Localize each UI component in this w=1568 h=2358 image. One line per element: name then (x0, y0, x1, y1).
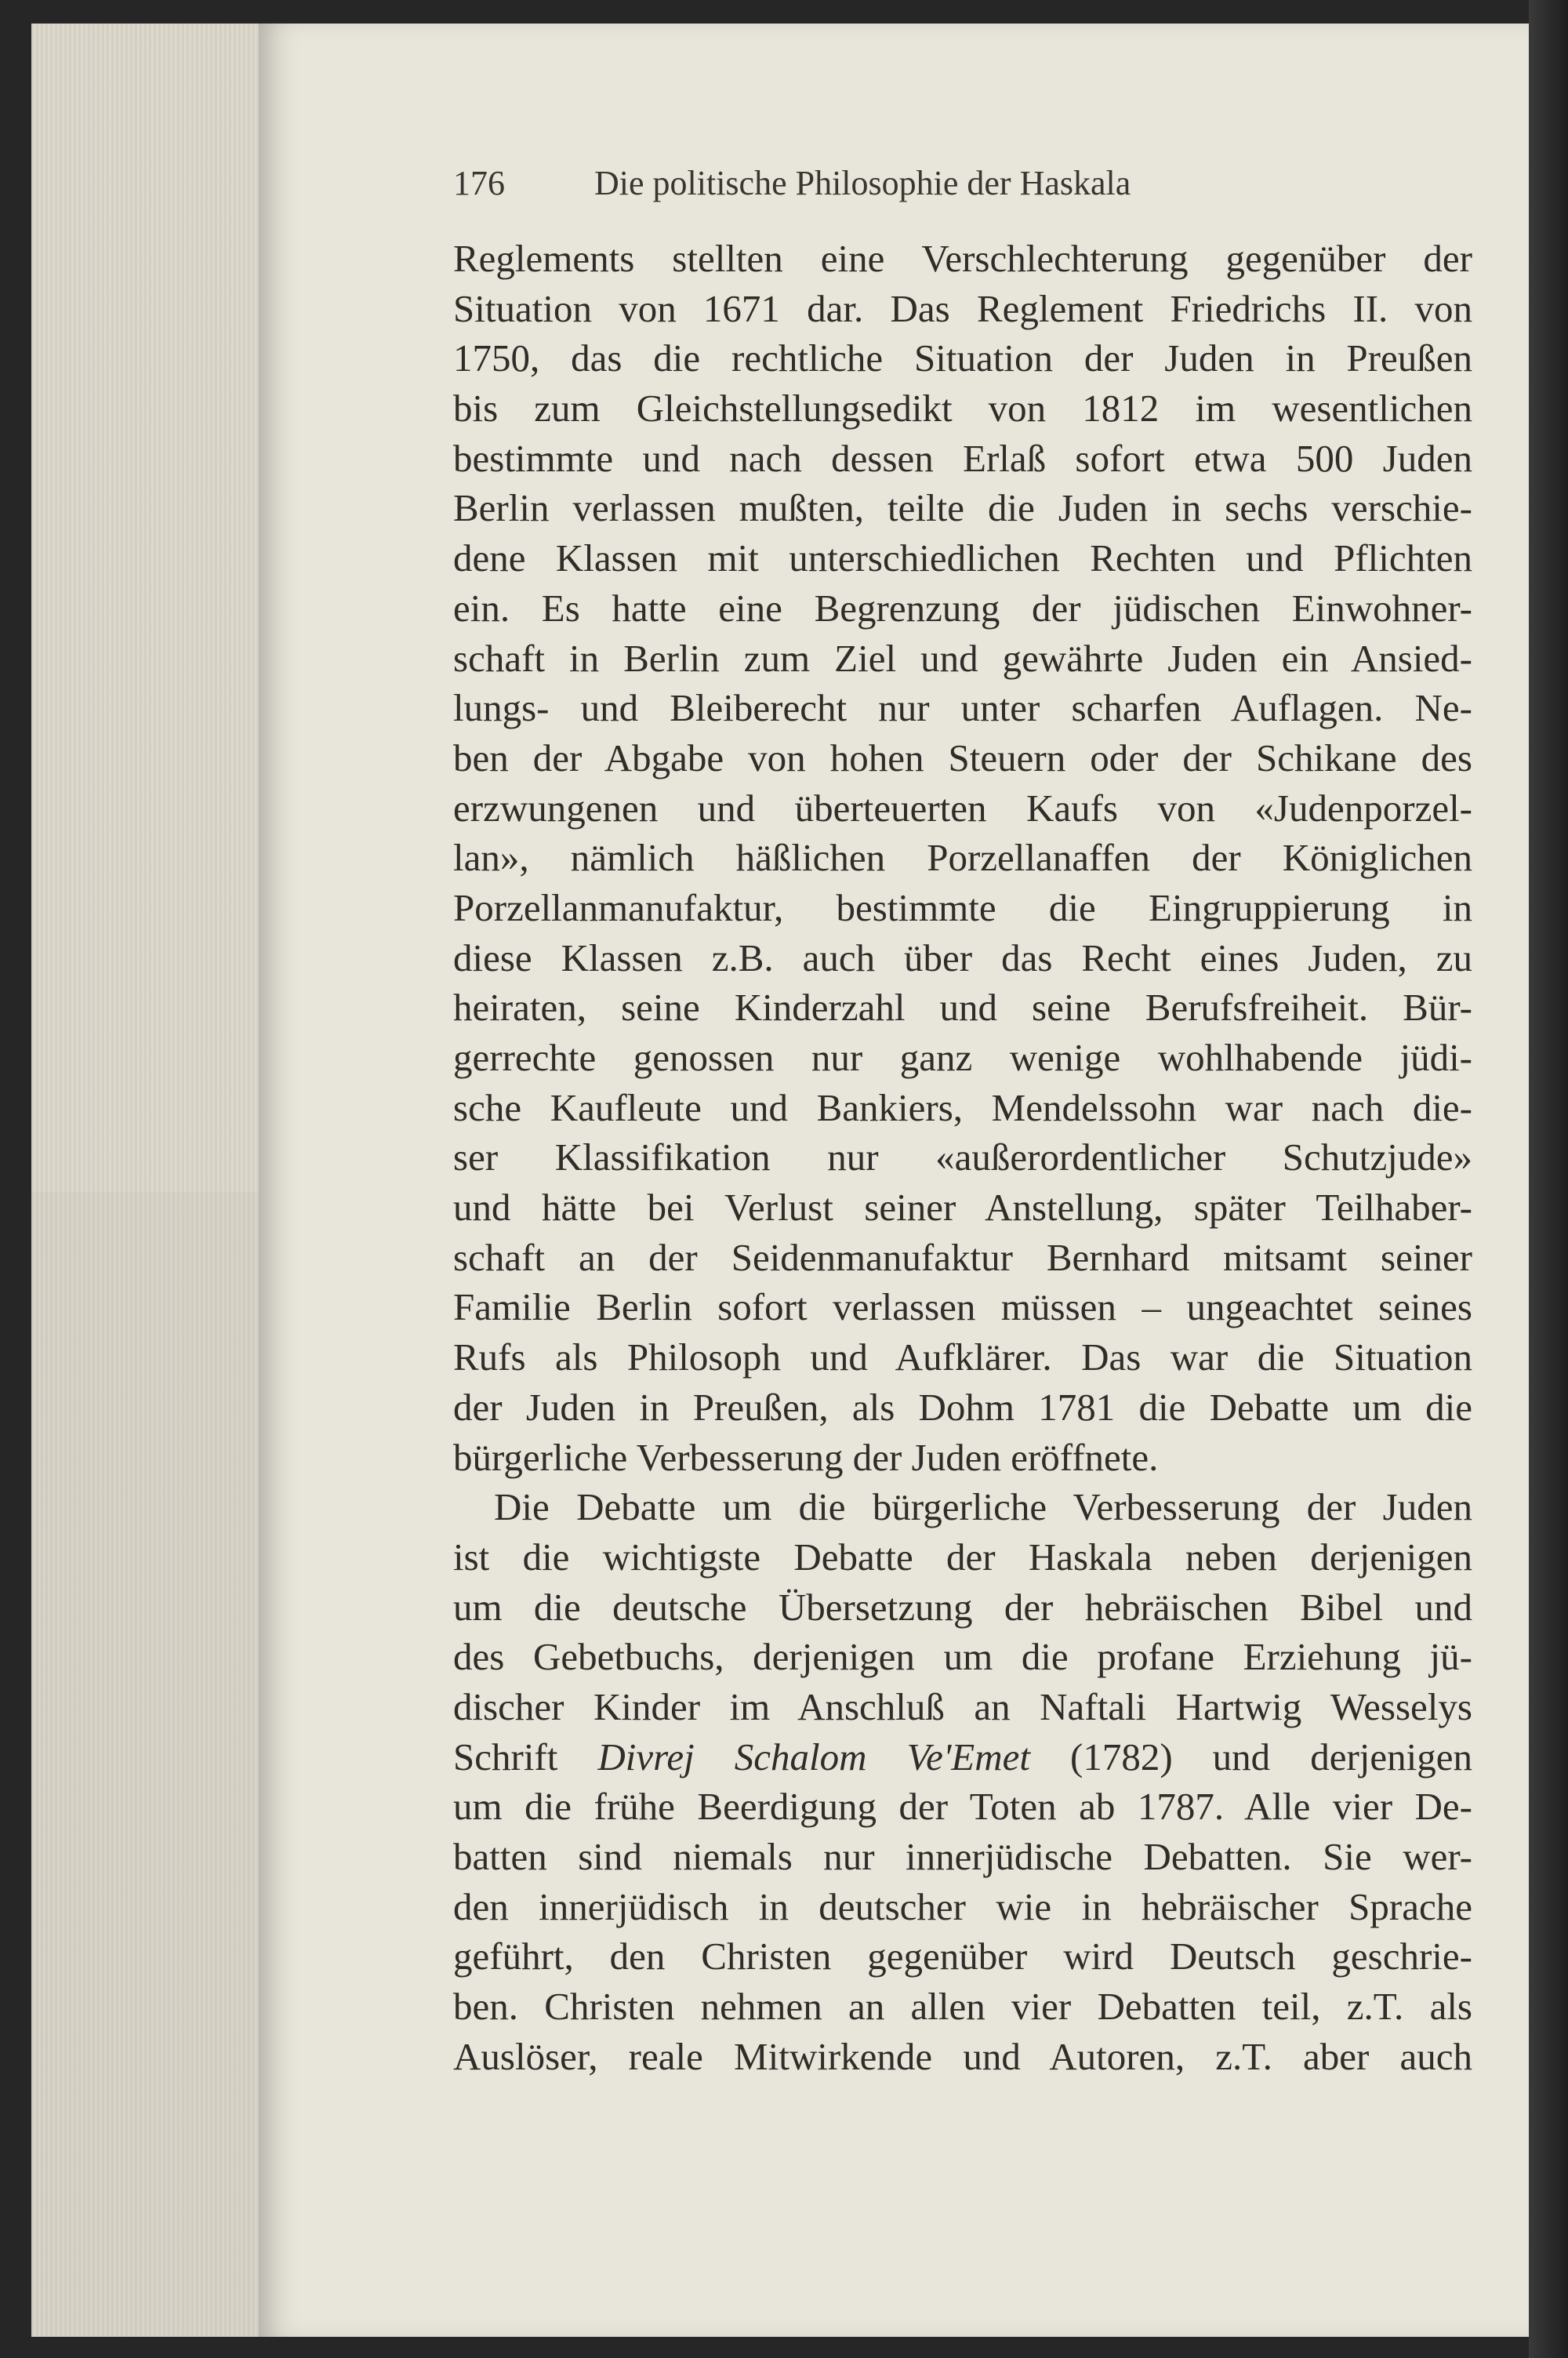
text-line: lungs- und Bleiberecht nur unter scharfen Auflagen. Ne- (453, 686, 1472, 730)
text-line: ein. Es hatte eine Begrenzung der jüdischen Einwohner- (453, 586, 1472, 630)
text-line: der Juden in Preußen, als Dohm 1781 die Debatte um die (453, 1385, 1472, 1429)
text-line: und hätte bei Verlust seiner Anstellung, später Teilhaber- (453, 1186, 1472, 1230)
text-line: Reglements stellten eine Verschlechterung gegenüber der (453, 237, 1472, 280)
paragraph-2 (453, 1482, 1472, 2081)
line-text: (1782) und derjenigen (1070, 1735, 1472, 1778)
text-line: lan», nämlich häßlichen Porzellanaffen der Königlichen (453, 836, 1472, 880)
text-line: bestimmte und nach dessen Erlaß sofort etwa 500 Juden (453, 436, 1472, 480)
book-page-edges-lower (31, 1192, 267, 2337)
text-line: gerrechte genossen nur ganz wenige wohlhabende jüdi- (453, 1036, 1472, 1079)
text-line: batten sind niemals nur innerjüdische Debatten. Sie wer- (453, 1835, 1472, 1878)
running-title: Die politische Philosophie der Haskala (594, 164, 1131, 202)
running-header (453, 163, 1472, 210)
text-line: geführt, den Christen gegenüber wird Deutsch geschrie- (453, 1935, 1472, 1978)
text-line: heiraten, seine Kinderzahl und seine Berufsfreiheit. Bür- (453, 986, 1472, 1030)
text-line: dene Klassen mit unterschiedlichen Rechten und Pflichten (453, 536, 1472, 580)
text-line: ben der Abgabe von hohen Steuern oder der Schikane des (453, 736, 1472, 779)
text-line: ben. Christen nehmen an allen vier Debatten teil, z.T. als (453, 1985, 1472, 2029)
text-line-with-title (453, 1732, 1472, 1782)
text-line: Berlin verlassen mußten, teilte die Juden in sechs verschie- (453, 486, 1472, 530)
text-line: bürgerliche Verbesserung der Juden eröffnete. (453, 1435, 1159, 1479)
text-line: erzwungenen und überteuerten Kaufs von «Judenporzel- (453, 786, 1472, 830)
line-text: Schrift (453, 1735, 558, 1778)
text-line: schaft in Berlin zum Ziel und gewährte Juden ein Ansied- (453, 636, 1472, 680)
text-line: des Gebetbuchs, derjenigen um die profane Erziehung jü- (453, 1635, 1472, 1679)
body-text (453, 234, 1472, 2081)
paragraph-1 (453, 234, 1472, 1482)
text-line: Rufs als Philosoph und Aufklärer. Das war die Situation (453, 1335, 1472, 1379)
text-line: Die Debatte um die bürgerliche Verbesserung der Juden (494, 1485, 1472, 1529)
text-line: ser Klassifikation nur «außerordentlicher Schutzjude» (453, 1135, 1472, 1179)
text-line: sche Kaufleute und Bankiers, Mendelssohn war nach die- (453, 1085, 1472, 1129)
text-line: Porzellanmanufaktur, bestimmte die Eingruppierung in (453, 885, 1472, 929)
text-line: den innerjüdisch in deutscher wie in hebräischer Sprache (453, 1884, 1472, 1928)
book-cover-edge (1529, 0, 1568, 2358)
text-line: ist die wichtigste Debatte der Haskala neben derjenigen (453, 1535, 1472, 1579)
text-line: diese Klassen z.B. auch über das Recht eines Juden, zu (453, 936, 1472, 979)
text-line: um die deutsche Übersetzung der hebräischen Bibel und (453, 1585, 1472, 1629)
text-line: Situation von 1671 dar. Das Reglement Friedrichs II. von (453, 286, 1472, 330)
text-line: 1750, das die rechtliche Situation der Juden in Preußen (453, 336, 1472, 380)
text-line: um die frühe Beerdigung der Toten ab 1787. Alle vier De- (453, 1785, 1472, 1829)
text-line: bis zum Gleichstellungsedikt von 1812 im wesentlichen (453, 387, 1472, 431)
page-number: 176 (453, 164, 505, 202)
text-line: schaft an der Seidenmanufaktur Bernhard mitsamt seiner (453, 1235, 1472, 1279)
text-line: discher Kinder im Anschluß an Naftali Hartwig Wesselys (453, 1684, 1472, 1728)
work-title: Divrej Schalom Ve'Emet (597, 1735, 1030, 1778)
text-line: Auslöser, reale Mitwirkende und Autoren, z.T. aber auch (453, 2034, 1472, 2078)
text-line: Familie Berlin sofort verlassen müssen – ungeachtet seines (453, 1285, 1472, 1329)
